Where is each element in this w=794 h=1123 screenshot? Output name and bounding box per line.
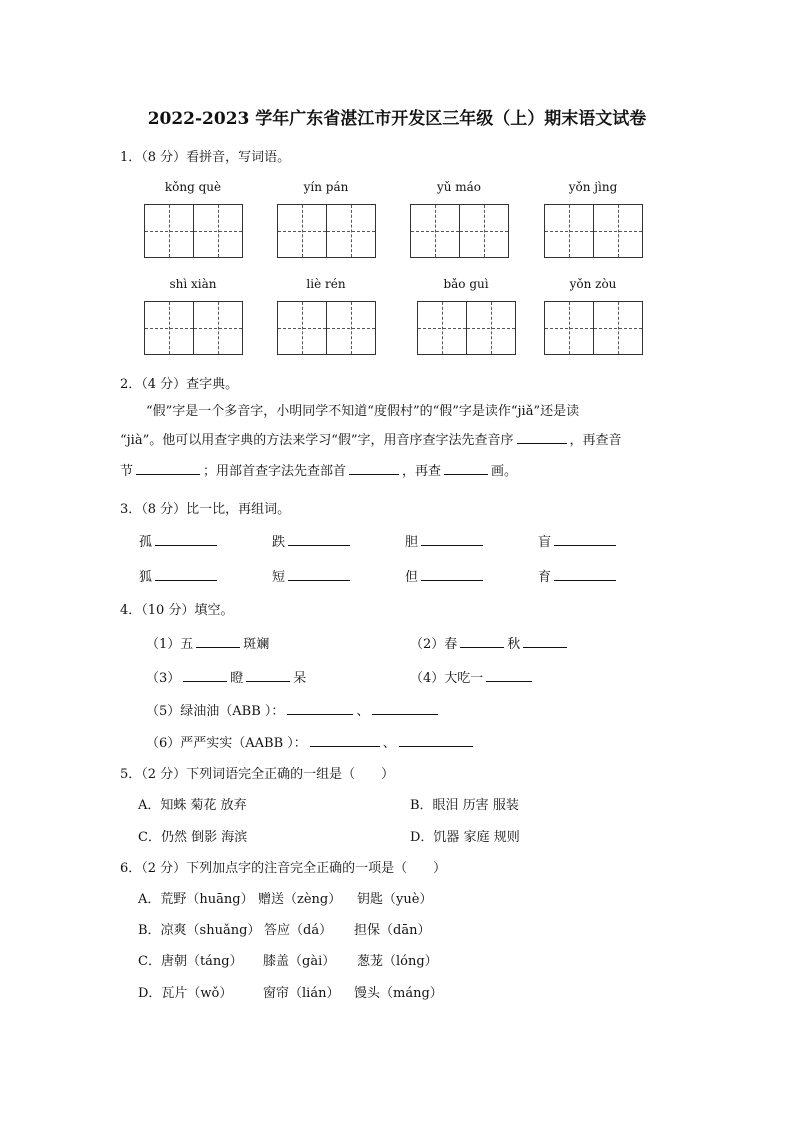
fill-text: 呆 [293, 671, 307, 686]
option-d[interactable]: D．饥器 家庭 规则 [410, 830, 520, 845]
fill-text: 秋 [507, 637, 521, 652]
compare-char: 跌 [272, 535, 286, 550]
q6-label: 6．（2 分）下列加点字的注音完全正确的一项是（ ） [120, 861, 447, 876]
option-c-part: 葱茏（lóng） [357, 954, 438, 969]
fill-item-3 [146, 667, 306, 686]
writing-grid[interactable] [410, 204, 509, 258]
option-a-part: 钥匙（yuè） [357, 892, 433, 907]
compare-item [538, 531, 619, 550]
writing-grid[interactable] [544, 301, 643, 355]
answer-blank[interactable] [288, 532, 350, 546]
option-d[interactable] [138, 982, 232, 1001]
answer-blank[interactable] [399, 733, 473, 747]
fill-text: （5）绿油油（ABB ）： [146, 704, 285, 719]
writing-grid[interactable] [277, 301, 376, 355]
answer-blank[interactable] [421, 567, 483, 581]
option-a-part: 赠送（zèng） [258, 892, 342, 907]
option-b[interactable]: B．眼泪 历害 服装 [410, 798, 519, 813]
option-part: D．瓦片（wǒ） [138, 986, 233, 1001]
fill-item-6 [146, 732, 476, 751]
compare-item [405, 531, 486, 550]
fill-item-2 [410, 633, 570, 652]
option-a[interactable] [138, 888, 254, 907]
q1-label: 1．（8 分）看拼音，写词语。 [120, 150, 291, 165]
compare-item [139, 531, 220, 550]
pinyin-text: shì xiàn [169, 277, 217, 291]
pinyin-text: kǒng què [164, 180, 222, 194]
answer-blank[interactable] [246, 668, 290, 682]
compare-char: 育 [538, 570, 552, 585]
writing-grid[interactable] [277, 204, 376, 258]
page-title: 2022-2023 学年广东省湛江市开发区三年级（上）期末语文试卷 [147, 109, 647, 129]
compare-item [272, 566, 353, 585]
answer-blank[interactable] [444, 461, 488, 475]
compare-char: 孤 [139, 535, 153, 550]
compare-item [538, 566, 619, 585]
q2-text: ，再查 [402, 464, 442, 479]
answer-blank[interactable] [349, 461, 399, 475]
pinyin-text: yǒn jìng [568, 180, 618, 194]
option-c-part: 膝盖（gài） [263, 954, 336, 969]
writing-grid[interactable] [144, 301, 243, 355]
answer-blank[interactable] [288, 567, 350, 581]
answer-blank[interactable] [372, 701, 438, 715]
fill-text: （4）大吃一 [410, 671, 484, 686]
answer-blank[interactable] [287, 701, 353, 715]
compare-item [139, 566, 220, 585]
writing-grid[interactable] [417, 301, 516, 355]
answer-blank[interactable] [421, 532, 483, 546]
answer-blank[interactable] [155, 532, 217, 546]
writing-grid[interactable] [144, 204, 243, 258]
answer-blank[interactable] [554, 532, 616, 546]
option-a[interactable]: A．知蛛 菊花 放弃 [138, 798, 247, 813]
option-d-part: 馒头（máng） [354, 986, 443, 1001]
fill-text: （3） [146, 671, 181, 686]
fill-text: 、 [382, 736, 396, 751]
q2-text: ，再查音 [569, 433, 622, 448]
pinyin-text: bǎo guì [443, 277, 489, 291]
q2-line-3 [120, 457, 517, 486]
pinyin-text: yǔ máo [436, 180, 482, 194]
option-part: A．荒野（huāng） [138, 892, 254, 907]
answer-blank[interactable] [310, 733, 380, 747]
answer-blank[interactable] [460, 634, 504, 648]
option-d-part: 窗帘（lián） [263, 986, 340, 1001]
answer-blank[interactable] [523, 634, 567, 648]
pinyin-text: yǒn zòu [569, 277, 617, 291]
compare-char: 但 [405, 570, 419, 585]
answer-blank[interactable] [183, 668, 227, 682]
fill-item-1 [146, 633, 269, 652]
compare-char: 胆 [405, 535, 419, 550]
option-part: C．唐朝（táng） [138, 954, 243, 969]
q2-text: 画。 [491, 464, 518, 479]
compare-char: 短 [272, 570, 286, 585]
fill-text: （6）严严实实（AABB ）： [146, 736, 307, 751]
answer-blank[interactable] [554, 567, 616, 581]
q3-label: 3．（8 分）比一比，再组词。 [120, 502, 291, 517]
fill-text: 瞪 [230, 671, 244, 686]
fill-text: （2）春 [410, 637, 458, 652]
compare-char: 狐 [139, 570, 153, 585]
q2-text: ；用部首查字法先查部首 [203, 464, 347, 479]
option-c[interactable]: C．仍然 倒影 海滨 [138, 830, 248, 845]
fill-text: （1）五 [146, 637, 194, 652]
q2-text: “jià”。他可以用查字典的方法来学习“假”字，用音序查字法先查音序 [120, 433, 514, 448]
option-part: B．凉爽（shuǎng） [138, 923, 261, 938]
answer-blank[interactable] [517, 430, 567, 444]
pinyin-text: yín pán [303, 180, 349, 194]
fill-item-5 [146, 700, 441, 719]
option-c[interactable] [138, 950, 243, 969]
q2-text: 节 [120, 464, 134, 479]
q2-line-2 [120, 426, 622, 455]
q2-line-1: “假”字是一个多音字，小明同学不知道“度假村”的“假”字是读作“jiǎ”还是读 [146, 404, 580, 419]
option-b[interactable] [138, 919, 260, 938]
answer-blank[interactable] [486, 668, 532, 682]
writing-grid[interactable] [544, 204, 643, 258]
fill-text: 斑斓 [243, 637, 270, 652]
fill-item-4 [410, 667, 535, 686]
answer-blank[interactable] [196, 634, 240, 648]
pinyin-text: liè rén [306, 277, 346, 291]
option-b-part: 答应（dá） [264, 923, 333, 938]
compare-item [272, 531, 353, 550]
q2-label: 2．（4 分）查字典。 [120, 377, 239, 392]
fill-text: 、 [356, 704, 370, 719]
compare-char: 盲 [538, 535, 552, 550]
compare-item [405, 566, 486, 585]
answer-blank[interactable] [136, 461, 200, 475]
option-b-part: 担保（dān） [354, 923, 431, 938]
answer-blank[interactable] [155, 567, 217, 581]
q5-label: 5．（2 分）下列词语完全正确的一组是（ ） [120, 767, 395, 782]
q4-label: 4．（10 分）填空。 [120, 603, 234, 618]
